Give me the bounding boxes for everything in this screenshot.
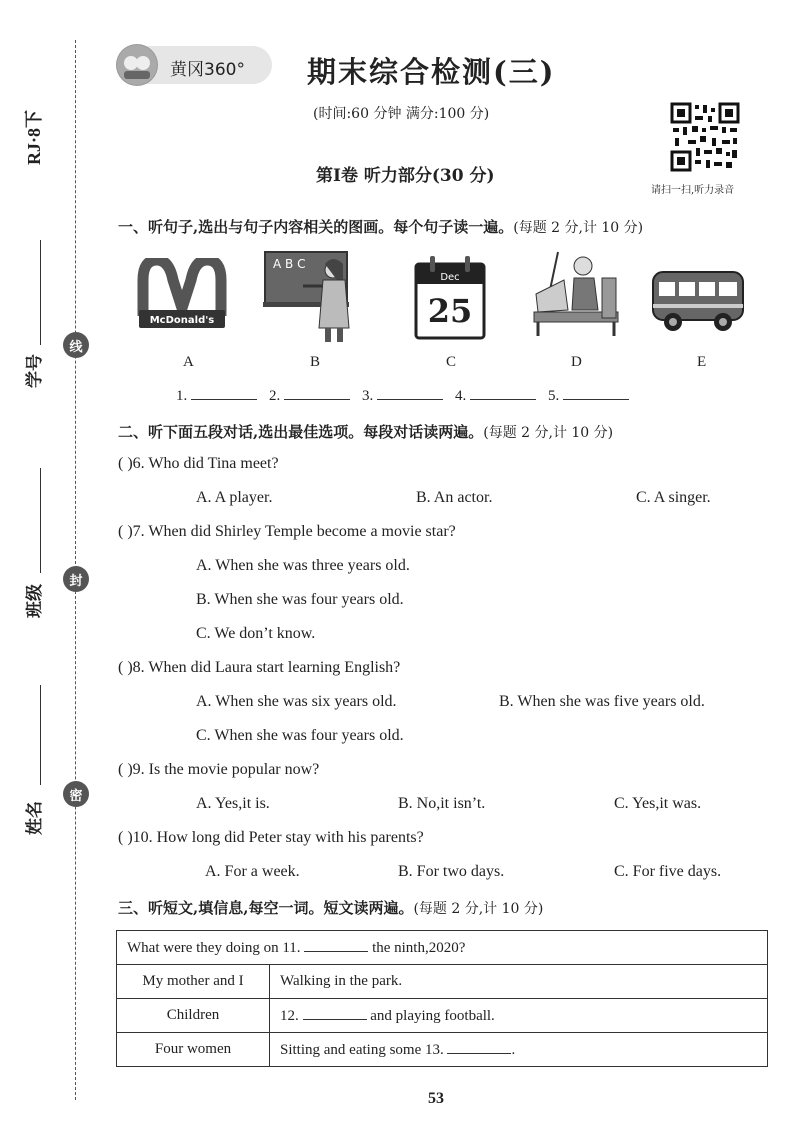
- section1-heading-text: 一、听句子,选出与句子内容相关的图画。每个句子读一遍。: [118, 218, 514, 236]
- table-cell-who: Four women: [117, 1033, 270, 1067]
- calendar-day: 25: [427, 292, 473, 330]
- answer-paren-8[interactable]: ( ): [118, 659, 133, 676]
- table-row: [117, 1033, 768, 1067]
- q9-option-c: C. Yes,it was.: [614, 795, 702, 812]
- bus-icon: [651, 268, 745, 340]
- brand-text: 黄冈360°: [170, 60, 245, 80]
- q8-option-b: B. When she was five years old.: [499, 693, 705, 710]
- section3-heading: [118, 897, 543, 918]
- table-cell-activity: [270, 1033, 768, 1067]
- answer-blank-3[interactable]: [377, 385, 443, 400]
- section2-note: (每题 2 分,计 10 分): [483, 425, 614, 441]
- answer-blank-1[interactable]: [191, 385, 257, 400]
- section1-note: (每题 2 分,计 10 分): [513, 220, 644, 236]
- q10-option-b: B. For two days.: [398, 863, 505, 880]
- blank-label-1: 1.: [176, 388, 188, 404]
- table-cell-who: Children: [117, 999, 270, 1033]
- question-7-text: 7. When did Shirley Temple become a movie star?: [132, 523, 456, 540]
- seal-line: 线: [63, 332, 89, 358]
- picture-label-c: C: [446, 354, 457, 370]
- answer-paren-10[interactable]: ( ): [118, 829, 133, 846]
- info-table: [116, 930, 768, 1067]
- table-header-cell: [117, 931, 768, 965]
- blackboard-text: A B C: [273, 257, 306, 271]
- row3-pre: Sitting and eating some 13.: [280, 1042, 444, 1058]
- answer-blanks-row: [176, 385, 637, 405]
- seal-seal: 封: [63, 566, 89, 592]
- row2-pre: 12.: [280, 1008, 299, 1024]
- section1-heading: [118, 216, 643, 237]
- grade-label: RJ·8下: [24, 109, 44, 165]
- calendar-icon: [414, 256, 486, 344]
- blank-label-4: 4.: [455, 388, 467, 404]
- part-title: 第Ⅰ卷 听力部分(30 分): [316, 166, 495, 186]
- class-line: [40, 468, 41, 573]
- question-7: [118, 523, 456, 541]
- injured-boy-bed-icon: [528, 250, 623, 344]
- q8-option-a: A. When she was six years old.: [196, 693, 397, 710]
- answer-paren-6[interactable]: ( ): [118, 455, 133, 472]
- question-6-text: 6. Who did Tina meet?: [132, 455, 279, 472]
- brand-badge: [116, 46, 272, 84]
- row1-activity: Walking in the park.: [280, 973, 403, 989]
- q10-option-a: A. For a week.: [205, 863, 300, 880]
- table-header-pre: What were they doing on 11.: [127, 940, 301, 956]
- picture-label-d: D: [571, 354, 582, 370]
- question-10: [118, 829, 424, 847]
- answer-blank-4[interactable]: [470, 385, 536, 400]
- seal-secret: 密: [63, 781, 89, 807]
- answer-paren-9[interactable]: ( ): [118, 761, 133, 778]
- page-number: 53: [428, 1090, 444, 1107]
- q7-option-c: C. We don’t know.: [196, 625, 316, 642]
- mcdonalds-text: McDonald's: [149, 315, 215, 326]
- question-8-text: 8. When did Laura start learning English?: [132, 659, 401, 676]
- section2-heading: [118, 421, 613, 442]
- blank-label-5: 5.: [548, 388, 560, 404]
- row2-post: and playing football.: [366, 1008, 495, 1024]
- question-10-text: 10. How long did Peter stay with his parents?: [132, 829, 424, 846]
- answer-blank-13[interactable]: [447, 1040, 511, 1054]
- picture-label-a: A: [183, 354, 194, 370]
- q7-option-b: B. When she was four years old.: [196, 591, 404, 608]
- question-9-text: 9. Is the movie popular now?: [132, 761, 320, 778]
- student-id-line: [40, 240, 41, 345]
- picture-label-e: E: [697, 354, 707, 370]
- question-9: [118, 761, 319, 779]
- blank-label-2: 2.: [269, 388, 281, 404]
- name-label: 姓名: [25, 801, 45, 835]
- student-id-label: 学号: [25, 354, 45, 388]
- q6-option-b: B. An actor.: [416, 489, 493, 506]
- section3-heading-text: 三、听短文,填信息,每空一词。短文读两遍。: [118, 899, 414, 917]
- class-label: 班级: [25, 584, 45, 618]
- qr-caption: 请扫一扫,听力录音: [651, 185, 735, 196]
- q7-option-a: A. When she was three years old.: [196, 557, 410, 574]
- table-cell-activity: [270, 965, 768, 999]
- table-row: [117, 965, 768, 999]
- page-title: 期末综合检测(三): [307, 55, 556, 89]
- table-header-post: the ninth,2020?: [368, 940, 466, 956]
- qr-code-icon[interactable]: [670, 102, 740, 172]
- q10-option-c: C. For five days.: [614, 863, 722, 880]
- teacher-blackboard-icon: [263, 250, 358, 349]
- time-info: (时间:60 分钟 满分:100 分): [313, 106, 490, 122]
- q6-option-c: C. A singer.: [636, 489, 711, 506]
- section3-note: (每题 2 分,计 10 分): [413, 901, 544, 917]
- question-8: [118, 659, 400, 677]
- answer-paren-7[interactable]: ( ): [118, 523, 133, 540]
- mcdonalds-logo-icon: [137, 258, 227, 340]
- name-line: [40, 685, 41, 785]
- brand-logo-icon: [116, 44, 158, 86]
- q9-option-a: A. Yes,it is.: [196, 795, 270, 812]
- picture-label-b: B: [310, 354, 321, 370]
- q6-option-a: A. A player.: [196, 489, 273, 506]
- q8-option-c: C. When she was four years old.: [196, 727, 404, 744]
- blank-label-3: 3.: [362, 388, 374, 404]
- q9-option-b: B. No,it isn’t.: [398, 795, 486, 812]
- row3-post: .: [511, 1042, 516, 1058]
- table-row: [117, 999, 768, 1033]
- answer-blank-5[interactable]: [563, 385, 629, 400]
- table-cell-who: My mother and I: [117, 965, 270, 999]
- table-header-row: [117, 931, 768, 965]
- answer-blank-11[interactable]: [304, 938, 368, 952]
- answer-blank-2[interactable]: [284, 385, 350, 400]
- table-cell-activity: [270, 999, 768, 1033]
- question-6: [118, 455, 279, 473]
- section2-heading-text: 二、听下面五段对话,选出最佳选项。每段对话读两遍。: [118, 423, 484, 441]
- calendar-month: Dec: [440, 272, 460, 283]
- answer-blank-12[interactable]: [303, 1006, 367, 1020]
